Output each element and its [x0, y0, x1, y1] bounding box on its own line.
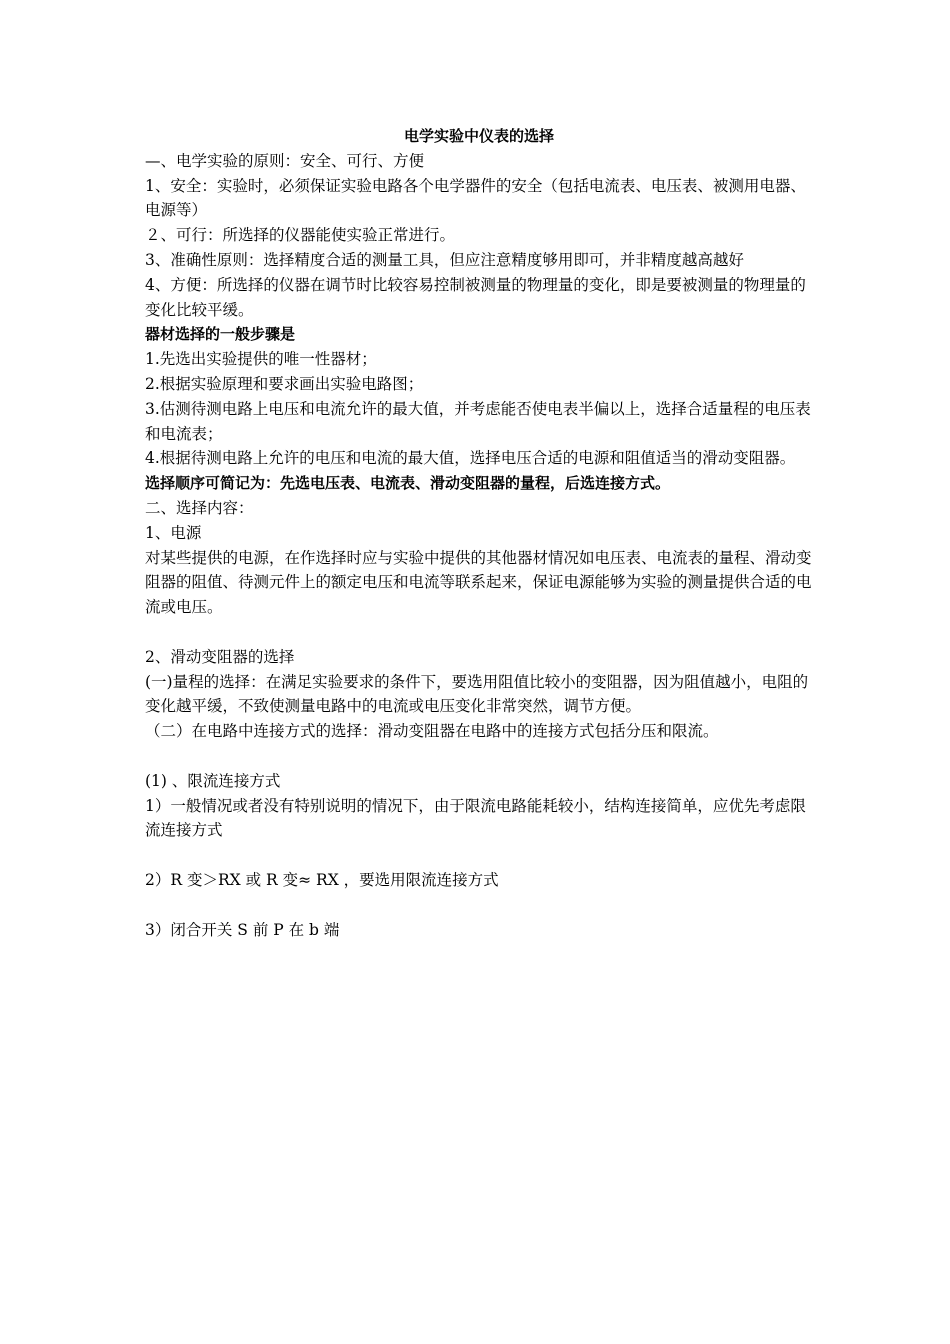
paragraph-step-4: 4.根据待测电路上允许的电压和电流的最大值，选择电压合适的电源和阻值适当的滑动变阻器。 — [145, 449, 796, 468]
paragraph-feasible: ２、可行：所选择的仪器能使实验正常进行。 — [145, 226, 456, 245]
paragraph-accuracy: 3、准确性原则：选择精度合适的测量工具，但应注意精度够用即可，并非精度越高越好 — [145, 250, 744, 269]
paragraph-rheostat-heading: 2、滑动变阻器的选择 — [145, 647, 295, 666]
paragraph-range-selection: (一)量程的选择：在满足实验要求的条件下，要选用阻值比较小的变阻器，因为阻值越小，电阻的变化越平缓，不致使测量电路中的电流或电压变化非常突然，调节方便。 — [145, 672, 809, 716]
paragraph-principles-heading: —、电学实验的原则：安全、可行、方便 — [145, 151, 425, 170]
paragraph-power-body: 对某些提供的电源，在作选择时应与实验中提供的其他器材情况如电压表、电流表的量程、滑动变阻器的阻值、待测元件上的额定电压和电流等联系起来，保证电源能够为实验的测量提供合适的电流或电压。 — [145, 548, 812, 617]
blank-line — [145, 744, 813, 769]
paragraph-convenience: 4、方便：所选择的仪器在调节时比较容易控制被测量的物理量的变化，即是要被测量的物理量的变化比较平缓。 — [145, 275, 806, 319]
blank-line — [145, 893, 813, 918]
paragraph-power-heading: 1、电源 — [145, 523, 202, 542]
paragraph-safety: 1、安全：实验时，必须保证实验电路各个电学器件的安全（包括电流表、电压表、被测用电器、电源等） — [145, 176, 806, 220]
paragraph-connection-selection: （二）在电路中连接方式的选择：滑动变阻器在电路中的连接方式包括分压和限流。 — [145, 722, 719, 741]
paragraph-step-1: 1.先选出实验提供的唯一性器材； — [145, 350, 377, 369]
paragraph-limiting-1: 1）一般情况或者没有特别说明的情况下，由于限流电路能耗较小，结构连接简单，应优先考虑限流连接方式 — [145, 796, 806, 840]
blank-line — [145, 620, 813, 645]
paragraph-limiting-2: 2）R 变＞RX 或 R 变≈ RX ，要选用限流连接方式 — [145, 870, 499, 889]
document-page — [145, 124, 813, 942]
blank-line — [145, 843, 813, 868]
paragraph-content-heading: 二、选择内容： — [145, 498, 254, 517]
paragraph-order-summary: 选择顺序可简记为：先选电压表、电流表、滑动变阻器的量程，后选连接方式。 — [145, 474, 671, 493]
document-title: 电学实验中仪表的选择 — [403, 127, 554, 145]
paragraph-steps-heading: 器材选择的一般步骤是 — [145, 325, 296, 344]
paragraph-step-2: 2.根据实验原理和要求画出实验电路图； — [145, 374, 424, 393]
paragraph-step-3: 3.估测待测电路上电压和电流允许的最大值，并考虑能否使电表半偏以上，选择合适量程的电压表和电流表； — [145, 399, 811, 443]
paragraph-limiting-3: 3）闭合开关 S 前 P 在 b 端 — [145, 920, 340, 939]
paragraph-limiting-heading: (1) 、限流连接方式 — [145, 771, 281, 790]
